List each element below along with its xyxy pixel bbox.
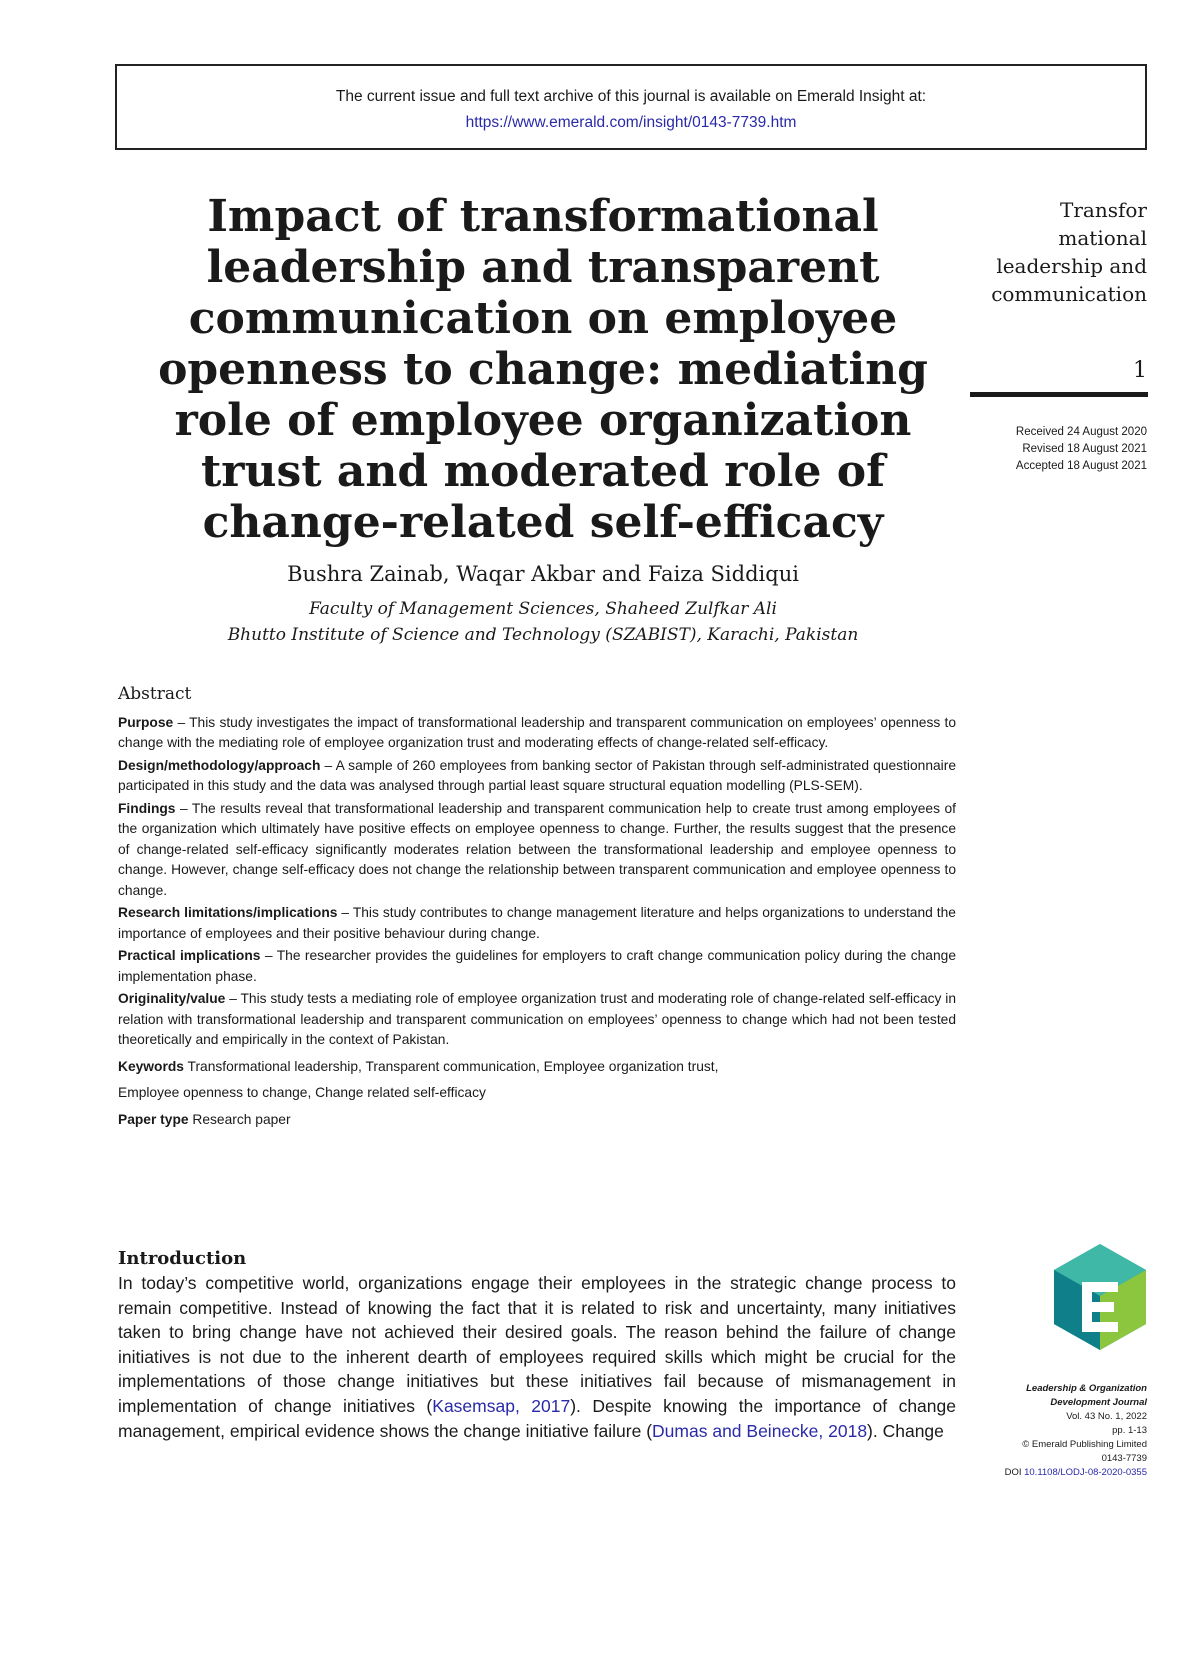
- abstract-design: [118, 756, 956, 797]
- practical-label: Practical implications: [118, 948, 261, 963]
- practical-text: – The researcher provides the guidelines for employers to craft change communication policy during the change implementation phase.: [118, 948, 957, 984]
- intro-paragraph: [118, 1271, 956, 1443]
- originality-text: – This study tests a mediating role of employee organization trust and moderating role of change-related self-efficacy in relation with transformational leadership and transparent communication on employees’ openness to change which had not been tested theoretically and empirically in the context of Pakistan.: [118, 991, 956, 1047]
- abstract: [118, 684, 956, 1136]
- page-number: 1: [1133, 358, 1147, 383]
- abstract-purpose: [118, 713, 956, 754]
- purpose-label: Purpose: [118, 714, 174, 730]
- accepted-date: Accepted 18 August 2021: [1015, 460, 1147, 472]
- received-date: Received 24 August 2020: [1015, 426, 1147, 438]
- authors: Bushra Zainab, Waqar Akbar and Faiza Siddiqui: [287, 562, 799, 586]
- originality-label: Originality/value: [118, 991, 226, 1006]
- doi-link[interactable]: 10.1108/LODJ-08-2020-0355: [1024, 1467, 1147, 1478]
- journal-volume: Vol. 43 No. 1, 2022: [1066, 1411, 1147, 1422]
- revised-date: Revised 18 August 2021: [1022, 443, 1147, 455]
- running-head-line: communication: [991, 282, 1147, 306]
- affiliation-line: Faculty of Management Sciences, Shaheed Zulfkar Ali: [309, 599, 777, 619]
- journal-url-link[interactable]: https://www.emerald.com/insight/0143-7739.htm: [465, 114, 797, 131]
- paper-title: Impact of transformational leadership and transparent communication on employee openness to change: mediating role of employee organization trust and moderated role of change-related self-efficacy: [158, 191, 928, 548]
- running-head-line: Transfor: [1060, 198, 1147, 222]
- paper-type-text: Research paper: [188, 1111, 291, 1127]
- journal-availability-notice: [115, 64, 1147, 150]
- running-head-line: leadership and: [996, 254, 1147, 278]
- journal-publisher: © Emerald Publishing Limited: [1022, 1439, 1147, 1450]
- journal-pages: pp. 1-13: [1112, 1425, 1147, 1436]
- paper-type-label: Paper type: [118, 1111, 189, 1127]
- design-label: Design/methodology/approach: [118, 757, 321, 773]
- notice-text: The current issue and full text archive of this journal is available on Emerald Insight at:: [335, 88, 927, 105]
- keywords-text: Transformational leadership, Transparent communication, Employee organization trust,: [183, 1058, 719, 1074]
- limitations-label: Research limitations/implications: [118, 905, 338, 920]
- journal-name: Leadership & Organization: [1026, 1383, 1147, 1394]
- keywords-label: Keywords: [118, 1058, 184, 1074]
- submission-dates: [947, 424, 1147, 475]
- citation-link[interactable]: Kasemsap, 2017: [432, 1395, 571, 1416]
- journal-issn: 0143-7739: [1101, 1453, 1147, 1464]
- keywords-line: Employee openness to change, Change related self-efficacy: [118, 1085, 486, 1100]
- abstract-originality: [118, 989, 956, 1051]
- keywords-block: [118, 1057, 956, 1131]
- intro-text: ). Change: [867, 1420, 944, 1441]
- intro-text: In today’s competitive world, organizations engage their employees in the strategic change process to remain competitive. Instead of knowing the fact that it is related to risk and uncertainty, many initiatives taken to bring change have not achieved their desired goals. The reason behind the failure of change initiatives is not due to the inherent dearth of employees required skills which might be crucial for the implementations of those change initiatives but these initiatives fail because of mismanagement in implementation of change initiatives (: [118, 1273, 956, 1416]
- design-text: – A sample of 260 employees from banking sector of Pakistan through self-administrated questionnaire participated in this study and the data was analysed through partial least square structural equation modelling (PLS-SEM).: [118, 757, 956, 793]
- findings-label: Findings: [118, 800, 176, 816]
- abstract-practical: [118, 946, 956, 987]
- journal-info: [947, 1382, 1147, 1480]
- journal-doi: [947, 1466, 1147, 1480]
- citation-link[interactable]: Dumas and Beinecke, 2018: [652, 1420, 868, 1441]
- abstract-findings: [118, 799, 956, 902]
- margin-rule: [970, 392, 1148, 397]
- intro-text: ). Despite knowing the importance of change management, empirical evidence shows the change initiative failure (: [118, 1395, 956, 1441]
- abstract-limitations: [118, 903, 956, 944]
- paper-type: [118, 1110, 956, 1131]
- running-head: [947, 196, 1147, 308]
- findings-text: – The results reveal that transformational leadership and transparent communication help to create trust among employees of the organization which ultimately have positive effects on employee openness to change. Further, the results suggest that the presence of change-related self-efficacy significantly moderates relation between the transformational leadership and employee openness to change. However, change self-efficacy does not change the relationship between transparent communication and employee openness to change.: [118, 800, 956, 898]
- intro-heading: Introduction: [118, 1248, 247, 1269]
- emerald-logo-icon: [1052, 1242, 1148, 1352]
- journal-name: Development Journal: [1050, 1397, 1147, 1408]
- affiliation-line: Bhutto Institute of Science and Technology (SZABIST), Karachi, Pakistan: [227, 625, 859, 645]
- abstract-heading: Abstract: [118, 684, 192, 704]
- keywords-line: [118, 1057, 956, 1078]
- running-head-line: mational: [1058, 226, 1147, 250]
- logo-letter-e: [1082, 1282, 1118, 1332]
- limitations-text: – This study contributes to change management literature and helps organizations to understand the importance of employees and their positive behaviour during change.: [118, 905, 956, 941]
- purpose-text: – This study investigates the impact of transformational leadership and transparent communication on employees’ openness to change with the mediating role of employee organization trust and moderating effects of change-related self-efficacy.: [118, 714, 956, 750]
- doi-label: DOI: [1004, 1467, 1025, 1478]
- affiliation: [118, 596, 968, 648]
- introduction: [118, 1248, 956, 1443]
